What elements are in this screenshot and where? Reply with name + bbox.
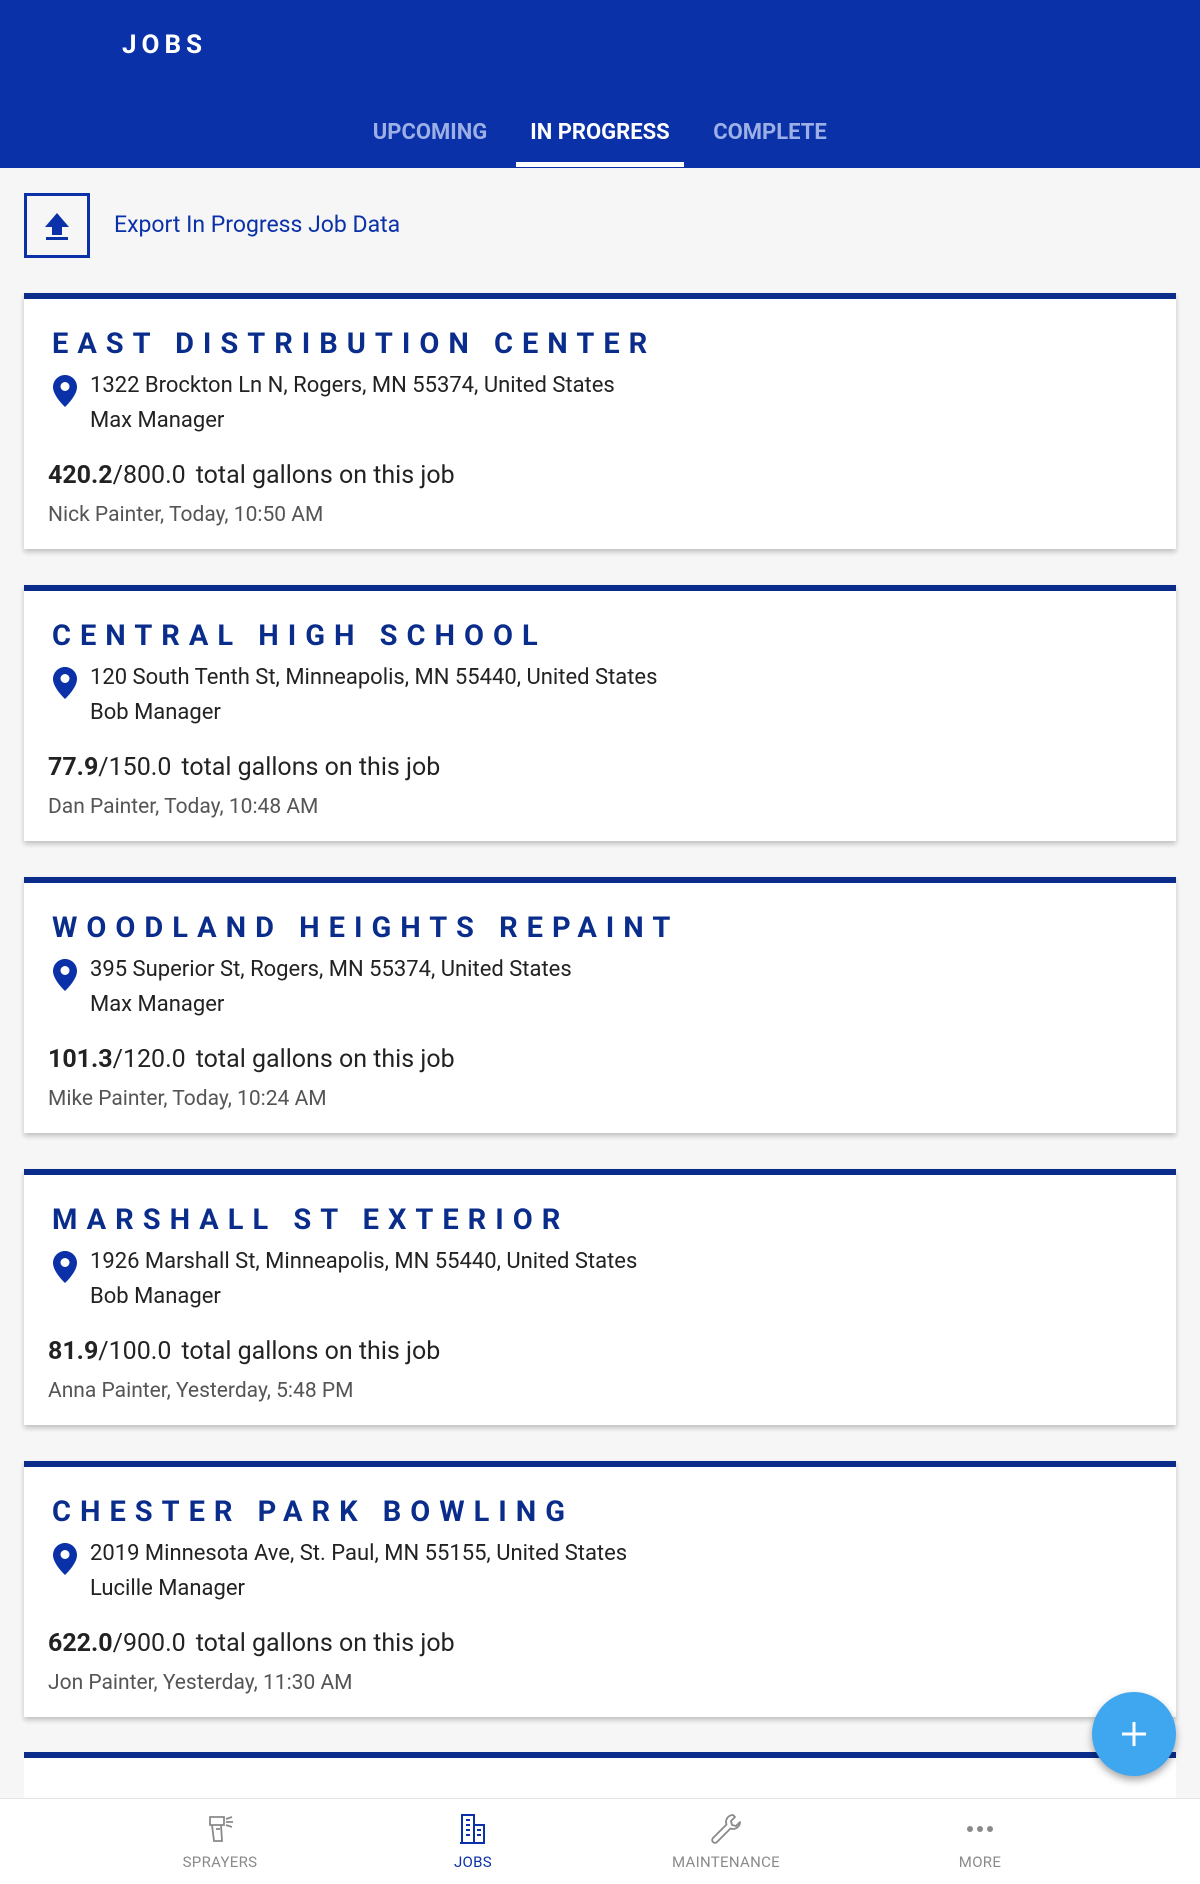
gallons-used: 420.2	[48, 461, 113, 490]
gallons-label: total gallons on this job	[181, 1337, 441, 1366]
job-manager: Lucille Manager	[90, 1576, 245, 1601]
job-card[interactable]	[24, 1461, 1176, 1717]
job-last-update: Mike Painter, Today, 10:24 AM	[48, 1087, 327, 1111]
job-card[interactable]	[24, 877, 1176, 1133]
add-job-button[interactable]	[1092, 1692, 1176, 1776]
nav-jobs[interactable]	[373, 1799, 573, 1884]
tab-upcoming[interactable]: UPCOMING	[372, 120, 488, 145]
wrench-icon	[708, 1811, 744, 1847]
plus-icon	[1120, 1720, 1148, 1748]
gallons-used: 81.9	[48, 1337, 99, 1366]
job-gallons	[48, 753, 440, 782]
location-pin-icon	[52, 1543, 78, 1575]
location-pin-icon	[52, 1251, 78, 1283]
location-pin-icon	[52, 667, 78, 699]
gallons-total: /900.0	[112, 1629, 186, 1658]
job-gallons	[48, 1629, 455, 1658]
location-pin-icon	[52, 375, 78, 407]
gallons-used: 622.0	[48, 1629, 113, 1658]
job-address: 395 Superior St, Rogers, MN 55374, United States	[90, 957, 572, 982]
job-last-update: Dan Painter, Today, 10:48 AM	[48, 795, 319, 819]
location-pin-icon	[52, 959, 78, 991]
job-last-update: Jon Painter, Yesterday, 11:30 AM	[48, 1671, 353, 1695]
export-link[interactable]: Export In Progress Job Data	[114, 211, 401, 238]
job-address: 1322 Brockton Ln N, Rogers, MN 55374, United States	[90, 373, 615, 398]
tab-in-progress[interactable]: IN PROGRESS	[530, 120, 670, 145]
building-icon	[455, 1811, 491, 1847]
app-bar	[0, 0, 1200, 168]
more-dots-icon	[962, 1811, 998, 1847]
gallons-total: /120.0	[112, 1045, 186, 1074]
job-address: 120 South Tenth St, Minneapolis, MN 55440, United States	[90, 665, 658, 690]
job-title: WOODLAND HEIGHTS REPAINT	[52, 911, 680, 945]
job-card[interactable]	[24, 293, 1176, 549]
gallons-label: total gallons on this job	[195, 1045, 455, 1074]
job-title: MARSHALL ST EXTERIOR	[52, 1203, 570, 1237]
job-card[interactable]	[24, 1169, 1176, 1425]
job-gallons	[48, 1045, 455, 1074]
job-card[interactable]	[24, 585, 1176, 841]
job-address: 2019 Minnesota Ave, St. Paul, MN 55155, United States	[90, 1541, 628, 1566]
job-last-update: Nick Painter, Today, 10:50 AM	[48, 503, 324, 527]
gallons-label: total gallons on this job	[195, 461, 455, 490]
nav-sprayers[interactable]	[120, 1799, 320, 1884]
nav-more-label: MORE	[958, 1853, 1002, 1871]
job-address: 1926 Marshall St, Minneapolis, MN 55440, United States	[90, 1249, 638, 1274]
job-tabs	[0, 108, 1200, 168]
gallons-used: 77.9	[48, 753, 99, 782]
nav-sprayers-label: SPRAYERS	[182, 1853, 258, 1871]
job-manager: Bob Manager	[90, 1284, 221, 1309]
job-manager: Max Manager	[90, 992, 225, 1017]
export-button[interactable]	[24, 193, 90, 258]
job-title: EAST DISTRIBUTION CENTER	[52, 327, 657, 361]
job-title: CHESTER PARK BOWLING	[52, 1495, 575, 1529]
job-title: CENTRAL HIGH SCHOOL	[52, 619, 547, 653]
gallons-total: /800.0	[112, 461, 186, 490]
gallons-label: total gallons on this job	[195, 1629, 455, 1658]
nav-maintenance[interactable]	[626, 1799, 826, 1884]
tab-complete[interactable]: COMPLETE	[713, 120, 827, 145]
page-title: JOBS	[122, 30, 208, 60]
gallons-total: /100.0	[98, 1337, 172, 1366]
nav-jobs-label: JOBS	[453, 1853, 493, 1871]
nav-more[interactable]	[880, 1799, 1080, 1884]
job-last-update: Anna Painter, Yesterday, 5:48 PM	[48, 1379, 354, 1403]
gallons-label: total gallons on this job	[181, 753, 441, 782]
job-manager: Bob Manager	[90, 700, 221, 725]
job-gallons	[48, 461, 455, 490]
gallons-total: /150.0	[98, 753, 172, 782]
job-manager: Max Manager	[90, 408, 225, 433]
active-tab-indicator	[516, 162, 684, 167]
job-gallons	[48, 1337, 440, 1366]
bottom-navigation	[0, 1798, 1200, 1884]
upload-icon	[43, 211, 71, 241]
gallons-used: 101.3	[48, 1045, 113, 1074]
sprayer-icon	[202, 1811, 238, 1847]
nav-maintenance-label: MAINTENANCE	[672, 1853, 780, 1871]
